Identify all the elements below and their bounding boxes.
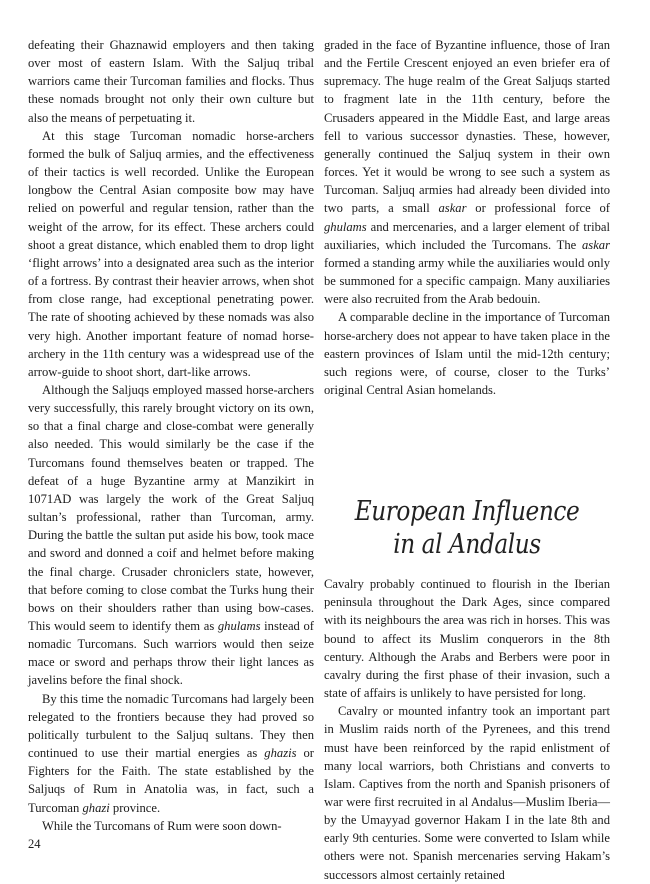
paragraph bbox=[28, 36, 314, 127]
italic-term: ghulams bbox=[217, 619, 261, 633]
text-run: defeating their Ghaznawid employers and then taking over most of eastern Islam. With the Saljuq tribal warriors came their Turcoman families and flocks. Thus these nomads brought not only their own culture but also the means of perpetuating it. bbox=[28, 38, 314, 125]
text-run: province. bbox=[109, 800, 161, 815]
section-heading bbox=[344, 495, 590, 561]
page-number: 24 bbox=[28, 837, 41, 851]
text-run: formed a standing army while the auxiliaries would only be summoned for a specific campaign. Many auxiliaries were also recruited from the Arab bedouin. bbox=[324, 255, 610, 307]
paragraph bbox=[28, 127, 314, 381]
text-run: graded in the face of Byzantine influence, those of Iran and the Fertile Crescent enjoyed an even briefer era of supremacy. The huge realm of the Great Saljuqs started to fragment late in the 11th century, before the Crusaders appeared in the Middle East, and large areas fell to various successor dynasties. These, however, generally continued the Saljuq system in their own forces. Yet it would be wrong to see such a system as Turcoman. Saljuq armies had already been divided into two parts, a small bbox=[324, 38, 610, 216]
right-column-bottom bbox=[324, 575, 610, 884]
paragraph bbox=[28, 817, 314, 835]
paragraph bbox=[324, 36, 610, 308]
paragraph bbox=[28, 381, 314, 690]
right-column-top bbox=[324, 36, 610, 399]
paragraph bbox=[28, 690, 314, 817]
italic-term: ghulams bbox=[324, 219, 367, 234]
italic-term: ghazi bbox=[82, 800, 110, 815]
text-run: instead of nomadic Turcomans. Such warriors would then seize mace or sword and perhaps throw their light lances as javelins before the final shock. bbox=[28, 619, 314, 688]
paragraph bbox=[324, 575, 610, 702]
text-run: At this stage Turcoman nomadic horse-archers formed the bulk of Saljuq armies, and the effectiveness of their tactics is well recorded. Unlike the European longbow the Central Asian composite bow may have relied on powerful and regular tension, rather than the weight of the arrow, for its effect. These archers could shoot a great distance, which enabled them to drop light ‘flight arrows’ into a designated area such as the interior of a fortress. By contrast their heavier arrows, when shot from close range, had exceptional penetrating power. The rate of shooting achieved by these nomads was also very high. Another important feature of nomad horse-archery in the 11th century was a widespread use of the arrow-guide to shoot short, dart-like arrows. bbox=[28, 128, 314, 379]
section-heading-line-2: in al Andalus bbox=[393, 529, 541, 561]
italic-term: ghazis bbox=[264, 746, 297, 761]
text-run: Cavalry probably continued to flourish in the Iberian peninsula throughout the Dark Ages, since compared with its neighbours the area was rich in horses. This was bound to affect its Muslim conquerors in the 8th century. Although the Arabs and Berbers were poor in cavalry during the first phase of their invasion, such a state of affairs is unlikely to have persisted for long. bbox=[324, 577, 610, 701]
paragraph bbox=[324, 308, 610, 399]
text-run: Cavalry or mounted infantry took an important part in Muslim raids north of the Pyrenees, and this trend must have been reinforced by the rapid enlistment of many local warriors, both Christians and converts to Islam. Captives from the north and Spanish prisoners of war were first recruited in al Andalus—Muslim Iberia—by the Umayyad governor Hakam I in the late 8th and early 9th centuries. Some were converted to Islam while others were not. Spanish mercenaries serving Hakam’s successors almost certainly retained bbox=[324, 704, 610, 882]
italic-term: askar bbox=[582, 237, 610, 252]
paragraph bbox=[324, 702, 610, 884]
text-run: While the Turcomans of Rum were soon down- bbox=[42, 818, 282, 833]
text-run: A comparable decline in the importance of Turcoman horse-archery does not appear to have taken place in the eastern provinces of Islam until the mid-12th century; such regions were, of course, closer to the Turks’ original Central Asian homelands. bbox=[324, 310, 610, 397]
text-run: or professional force of bbox=[466, 201, 610, 216]
text-run: By this time the nomadic Turcomans had largely been relegated to the frontiers because they had proved so politically turbulent to the Saljuq sultans. They then continued to use their martial energies as bbox=[28, 691, 314, 761]
right-column bbox=[324, 36, 610, 884]
italic-term: askar bbox=[438, 201, 467, 216]
text-run: Although the Saljuqs employed massed horse-archers very successfully, this rarely brought victory on its own, so that a final charge and close-combat were generally also needed. This would similarly be the case if the Turcomans found themselves beaten or trapped. The defeat of a huge Byzantine army at Manzikirt in 1071AD was largely the work of the Great Saljuq sultan’s professional, rather than Turcoman, army. During the battle the sultan put aside his bow, took mace and sword and donned a coif and helmet before making the final charge. Crusader chroniclers state, however, that before coming to close combat the Turks hung their bows on their shoulders rather than using bow-cases. This would seem to identify them as bbox=[28, 382, 314, 633]
left-column bbox=[28, 36, 314, 835]
text-run: and mercenaries, and a larger element of tribal auxiliaries, which included the Turcomans. The bbox=[324, 219, 610, 252]
text-run: or Fighters for the Faith. The state established by the Saljuqs of Rum in Anatolia was, in fact, such a Turcoman bbox=[28, 746, 315, 815]
section-heading-line-1: European Influence bbox=[354, 496, 580, 528]
